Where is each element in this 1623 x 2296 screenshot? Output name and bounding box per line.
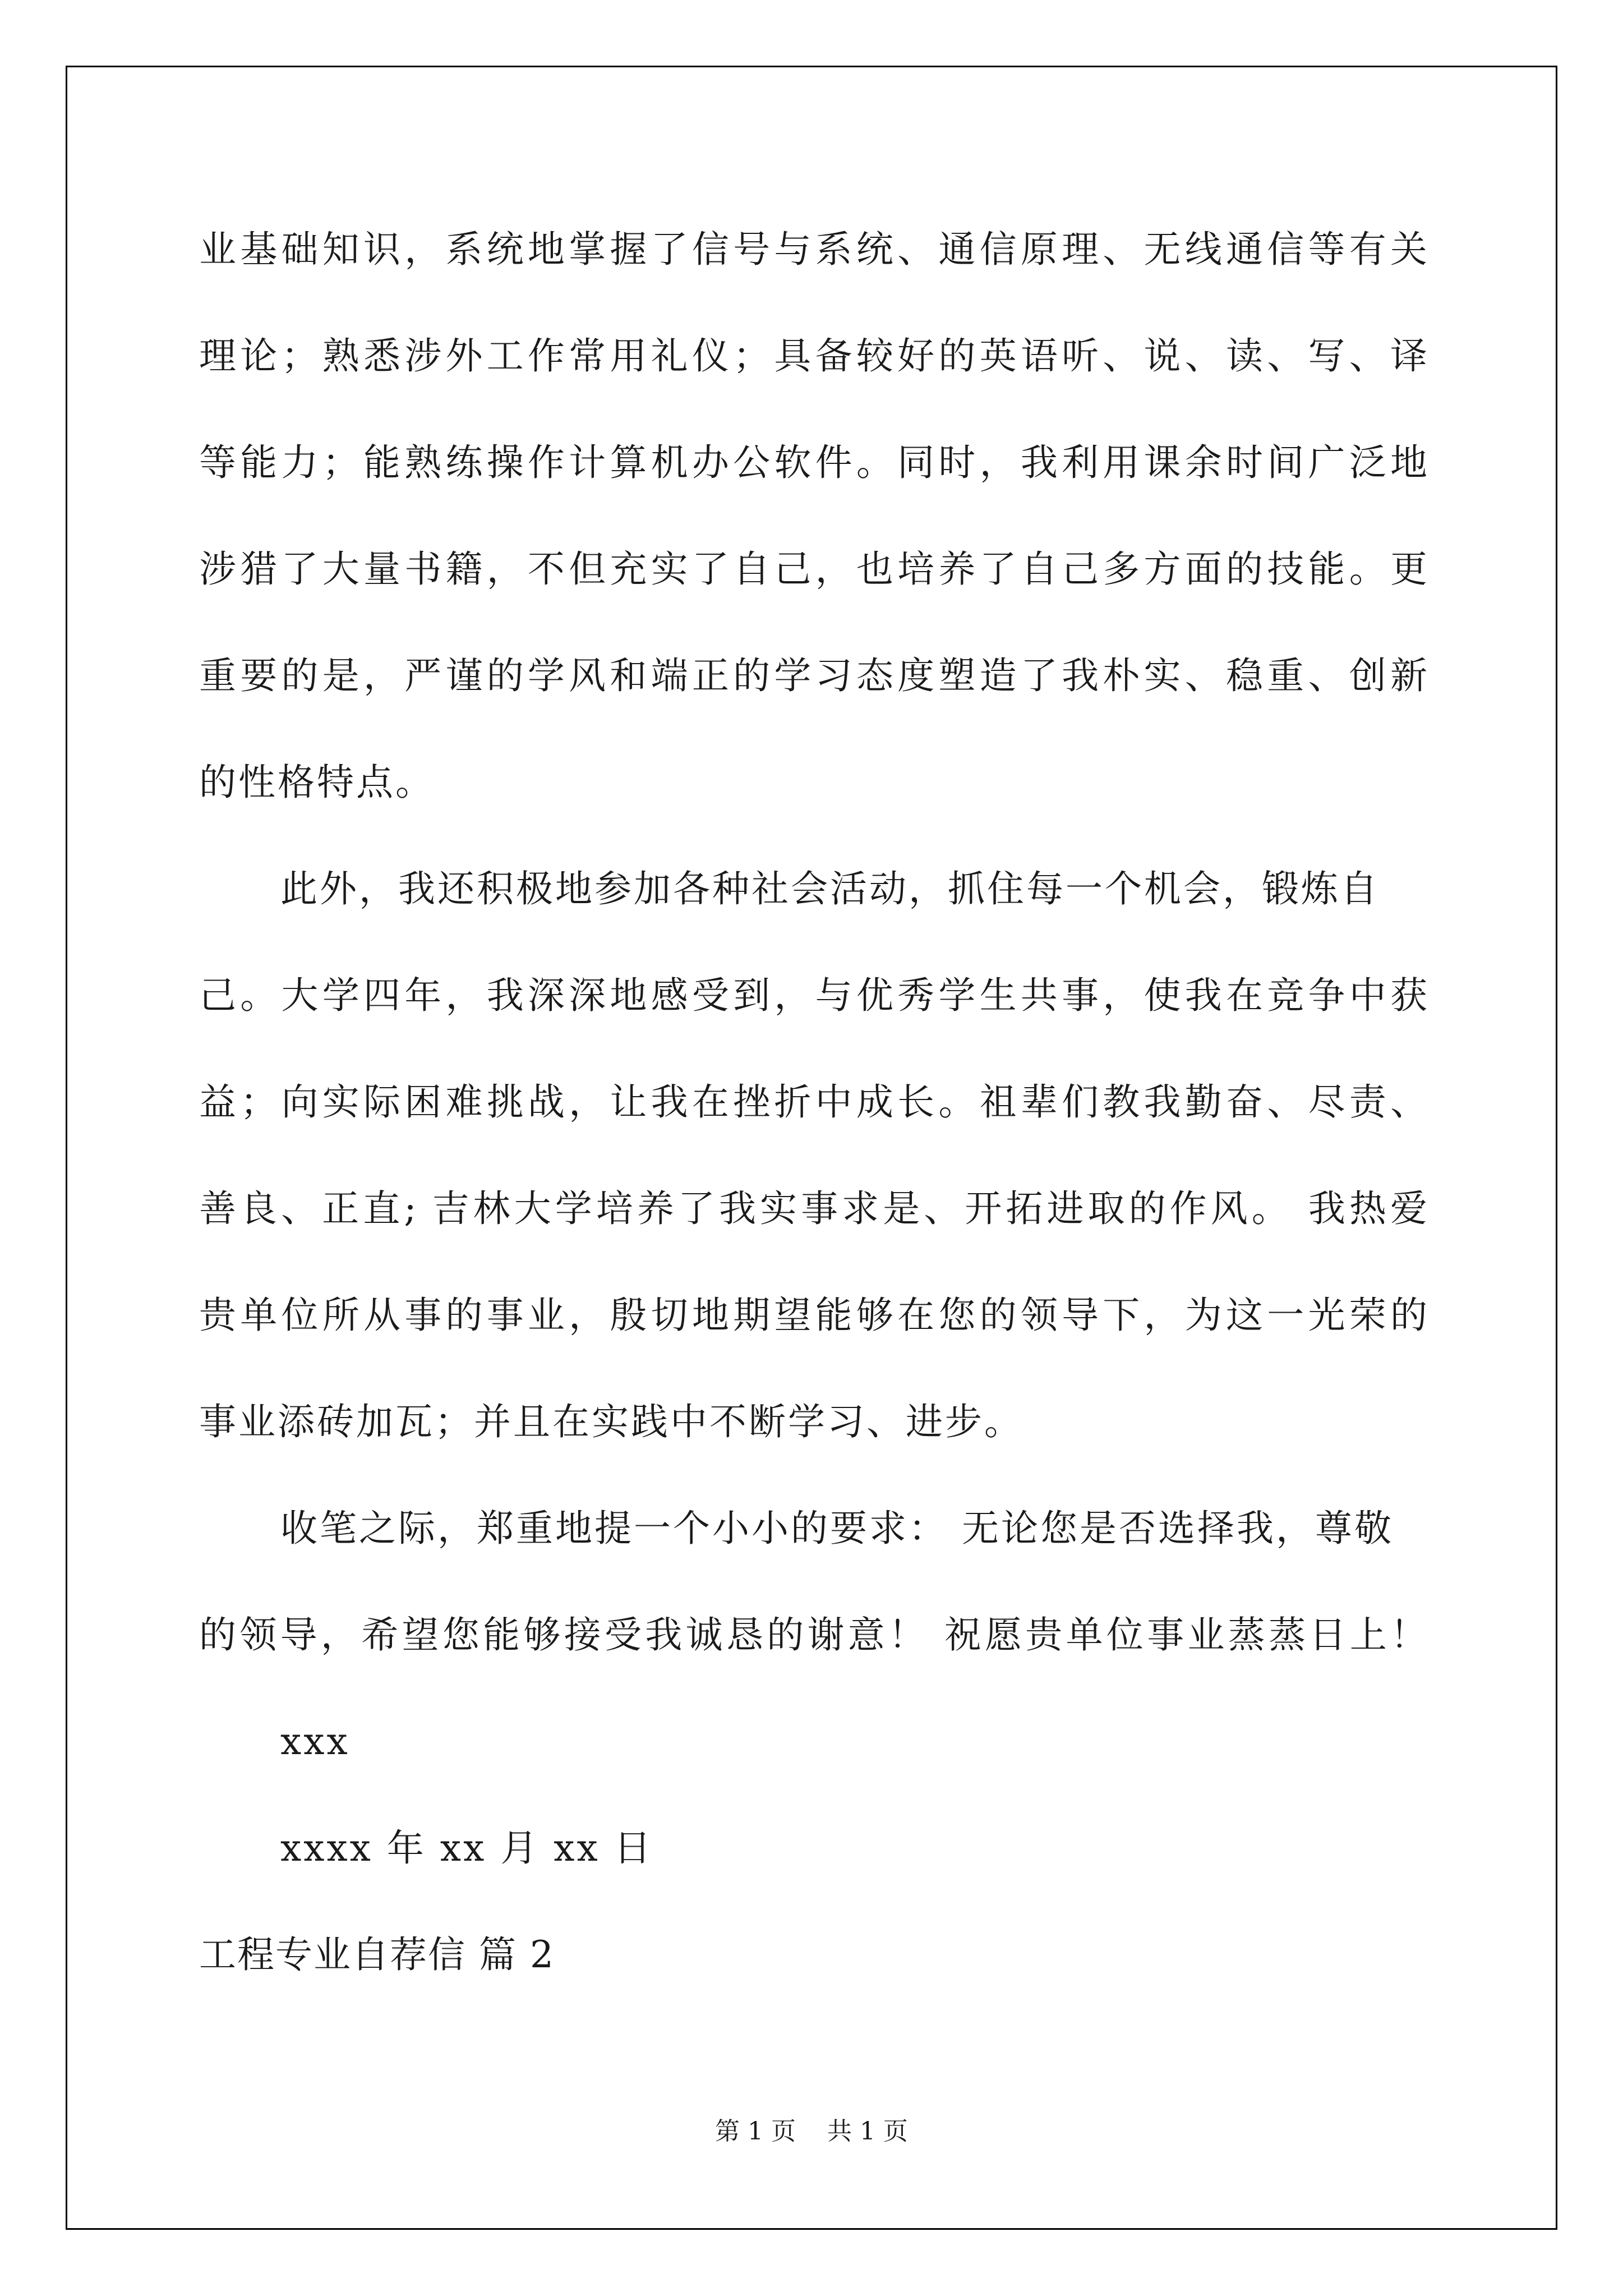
section-heading: 工程专业自荐信 篇 2 xyxy=(199,1933,555,1976)
paragraph-3-line: 的领导，希望您能够接受我诚恳的谢意！ 祝愿贵单位事业蒸蒸日上！ xyxy=(199,1613,1427,1657)
paragraph-2-line: 此外，我还积极地参加各种社会活动，抓住每一个机会，锻炼自 xyxy=(280,867,1380,910)
paragraph-2-line: 己。大学四年，我深深地感受到，与优秀学生共事，使我在竞争中获 xyxy=(199,974,1427,1017)
signature: xxx xyxy=(280,1720,350,1763)
paragraph-1-line: 重要的是，严谨的学风和端正的学习态度塑造了我朴实、稳重、创新 xyxy=(199,654,1427,697)
paragraph-2-line: 事业添砖加瓦；并且在实践中不断学习、进步。 xyxy=(199,1400,1023,1443)
paragraph-1-line: 的性格特点。 xyxy=(199,761,435,804)
paragraph-2-line: 贵单位所从事的事业，殷切地期望能够在您的领导下，为这一光荣的 xyxy=(199,1294,1427,1337)
paragraph-1-line: 理论；熟悉涉外工作常用礼仪；具备较好的英语听、说、读、写、译 xyxy=(199,334,1427,378)
page-border xyxy=(66,66,1557,2230)
paragraph-1-line: 等能力；能熟练操作计算机办公软件。同时，我利用课余时间广泛地 xyxy=(199,441,1427,484)
paragraph-2-line: 益；向实际困难挑战，让我在挫折中成长。祖辈们教我勤奋、尽责、 xyxy=(199,1080,1427,1124)
paragraph-2-line: 善良、正直; 吉林大学培养了我实事求是、开拓进取的作风。 我热爱 xyxy=(199,1187,1427,1230)
date: xxxx 年 xx 月 xx 日 xyxy=(280,1826,653,1870)
paragraph-1-line: 业基础知识，系统地掌握了信号与系统、通信原理、无线通信等有关 xyxy=(199,228,1427,271)
paragraph-3-line: 收笔之际，郑重地提一个小小的要求： 无论您是否选择我，尊敬 xyxy=(280,1507,1394,1550)
page-footer: 第 1 页 共 1 页 xyxy=(715,2117,908,2146)
paragraph-1-line: 涉猎了大量书籍，不但充实了自己，也培养了自己多方面的技能。更 xyxy=(199,547,1427,591)
